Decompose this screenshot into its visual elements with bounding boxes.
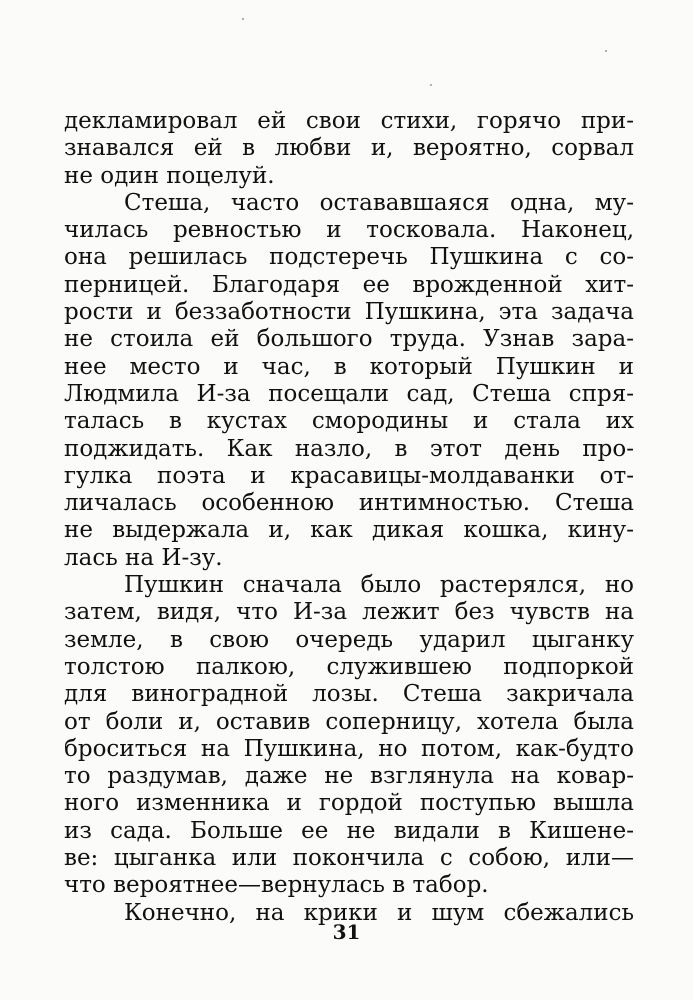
text-line: толстою палкою, служившею подпоркой — [64, 653, 634, 680]
text-line: талась в кустах смородины и стала их — [64, 408, 634, 435]
text-line: не стоила ей большого труда. Узнав зара- — [64, 326, 634, 353]
text-line: поджидать. Как назло, в этот день про- — [64, 435, 634, 462]
text-line: от боли и, оставив соперницу, хотела была — [64, 708, 634, 735]
text-line: лась на И-зу. — [64, 544, 223, 571]
text-line: декламировал ей свои стихи, горячо при- — [64, 108, 634, 134]
text-line: чилась ревностью и тосковала. Наконец, — [64, 217, 634, 244]
text-line: не выдержала и, как дикая кошка, кину- — [64, 517, 634, 544]
print-speck — [605, 50, 607, 52]
text-line: рости и беззаботности Пушкина, эта задача — [64, 299, 634, 326]
text-line: из сада. Больше ее не видали в Кишене- — [64, 817, 634, 844]
text-line: перницей. Благодаря ее врожденной хит- — [64, 271, 634, 298]
text-line: земле, в свою очередь ударил цыганку — [64, 626, 634, 653]
text-line: броситься на Пушкина, но потом, как-будто — [64, 735, 634, 762]
print-speck — [242, 18, 244, 20]
text-line: что вероятнее—вернулась в табор. — [64, 872, 489, 899]
text-line: гулка поэта и красавицы-молдаванки от- — [64, 462, 634, 489]
text-line: Стеша, часто остававшаяся одна, му- — [124, 189, 634, 216]
text-line: для виноградной лозы. Стеша закричала — [64, 681, 634, 708]
page-number: 31 — [332, 920, 361, 944]
text-line: знавался ей в любви и, вероятно, сорвал — [64, 135, 634, 162]
body-text — [64, 108, 634, 927]
text-line: Пушкин сначала было растерялся, но — [124, 572, 634, 599]
text-line: Людмила И-за посещали сад, Стеша спря- — [64, 380, 634, 407]
text-line: ного изменника и гордой поступью вышла — [64, 790, 634, 817]
print-speck — [430, 84, 432, 86]
text-line: нее место и час, в который Пушкин и — [64, 353, 634, 380]
text-line: Конечно, на крики и шум сбежались — [124, 899, 634, 926]
text-line: затем, видя, что И-за лежит без чувств на — [64, 599, 634, 626]
text-line: ве: цыганка или покончила с собою, или— — [64, 845, 634, 872]
text-line: она решилась подстеречь Пушкина с со- — [64, 244, 634, 271]
text-line: личалась особенною интимностью. Стеша — [64, 490, 634, 517]
text-line: то раздумав, даже не взглянула на ковар- — [64, 763, 634, 790]
text-line: не один поцелуй. — [64, 162, 275, 189]
